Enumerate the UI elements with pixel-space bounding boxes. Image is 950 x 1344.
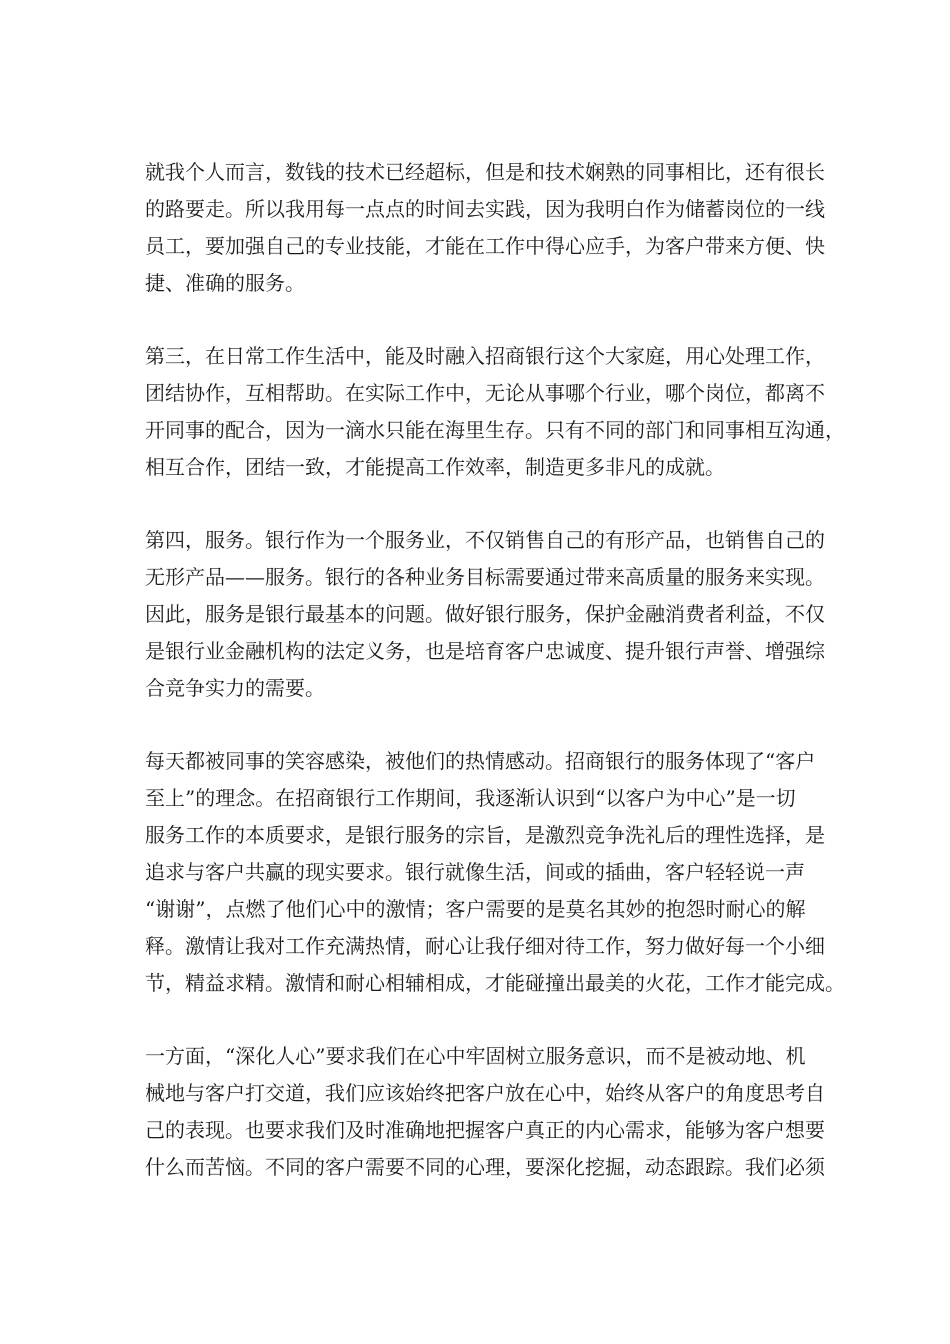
paragraph-3 — [145, 522, 825, 707]
text-line: 什么而苦恼。不同的客户需要不同的心理，要深化挖掘，动态跟踪。我们必须 — [145, 1155, 825, 1179]
text-line: 第三，在日常工作生活中，能及时融入招商银行这个大家庭，用心处理工作， — [145, 344, 825, 368]
document-body — [145, 154, 845, 1222]
text-line: 无形产品——服务。银行的各种业务目标需要通过带来高质量的服务来实现。 — [145, 565, 825, 589]
text-line: 合竞争实力的需要。 — [145, 676, 325, 700]
text-line: 团结协作，互相帮助。在实际工作中，无论从事哪个行业，哪个岗位，都离不 — [145, 381, 825, 405]
text-line: 释。激情让我对工作充满热情，耐心让我仔细对待工作，努力做好每一个小细 — [145, 934, 825, 958]
paragraph-1 — [145, 154, 825, 302]
text-line: “谢谢”，点燃了他们心中的激情；客户需要的是莫名其妙的抱怨时耐心的解 — [145, 897, 806, 921]
text-line: 一方面，“深化人心”要求我们在心中牢固树立服务意识，而不是被动地、机 — [145, 1044, 806, 1068]
text-line: 是银行业金融机构的法定义务，也是培育客户忠诚度、提升银行声誉、增强综 — [145, 639, 825, 663]
text-line: 相互合作，团结一致，才能提高工作效率，制造更多非凡的成就。 — [145, 455, 725, 479]
text-line: 每天都被同事的笑容感染，被他们的热情感动。招商银行的服务体现了“客户 — [145, 749, 816, 773]
text-line: 员工，要加强自己的专业技能，才能在工作中得心应手，为客户带来方便、快 — [145, 234, 825, 258]
paragraph-2 — [145, 338, 845, 486]
text-line: 节，精益求精。激情和耐心相辅相成，才能碰撞出最美的火花，工作才能完成。 — [145, 971, 845, 995]
paragraph-4 — [145, 743, 845, 1002]
text-line: 捷、准确的服务。 — [145, 271, 305, 295]
text-line: 己的表现。也要求我们及时准确地把握客户真正的内心需求，能够为客户想要 — [145, 1118, 825, 1142]
text-line: 服务工作的本质要求，是银行服务的宗旨，是激烈竞争洗礼后的理性选择，是 — [145, 823, 825, 847]
paragraph-5 — [145, 1038, 825, 1186]
text-line: 械地与客户打交道，我们应该始终把客户放在心中，始终从客户的角度思考自 — [145, 1081, 825, 1105]
text-line: 因此，服务是银行最基本的问题。做好银行服务，保护金融消费者利益，不仅 — [145, 602, 825, 626]
text-line: 追求与客户共赢的现实要求。银行就像生活，间或的插曲，客户轻轻说一声 — [145, 860, 805, 884]
text-line: 至上”的理念。在招商银行工作期间，我逐渐认识到“以客户为中心”是一切 — [145, 786, 796, 810]
text-line: 第四，服务。银行作为一个服务业，不仅销售自己的有形产品，也销售自己的 — [145, 528, 825, 552]
text-line: 的路要走。所以我用每一点点的时间去实践，因为我明白作为储蓄岗位的一线 — [145, 197, 825, 221]
text-line: 就我个人而言，数钱的技术已经超标，但是和技术娴熟的同事相比，还有很长 — [145, 160, 825, 184]
text-line: 开同事的配合，因为一滴水只能在海里生存。只有不同的部门和同事相互沟通， — [145, 418, 845, 442]
